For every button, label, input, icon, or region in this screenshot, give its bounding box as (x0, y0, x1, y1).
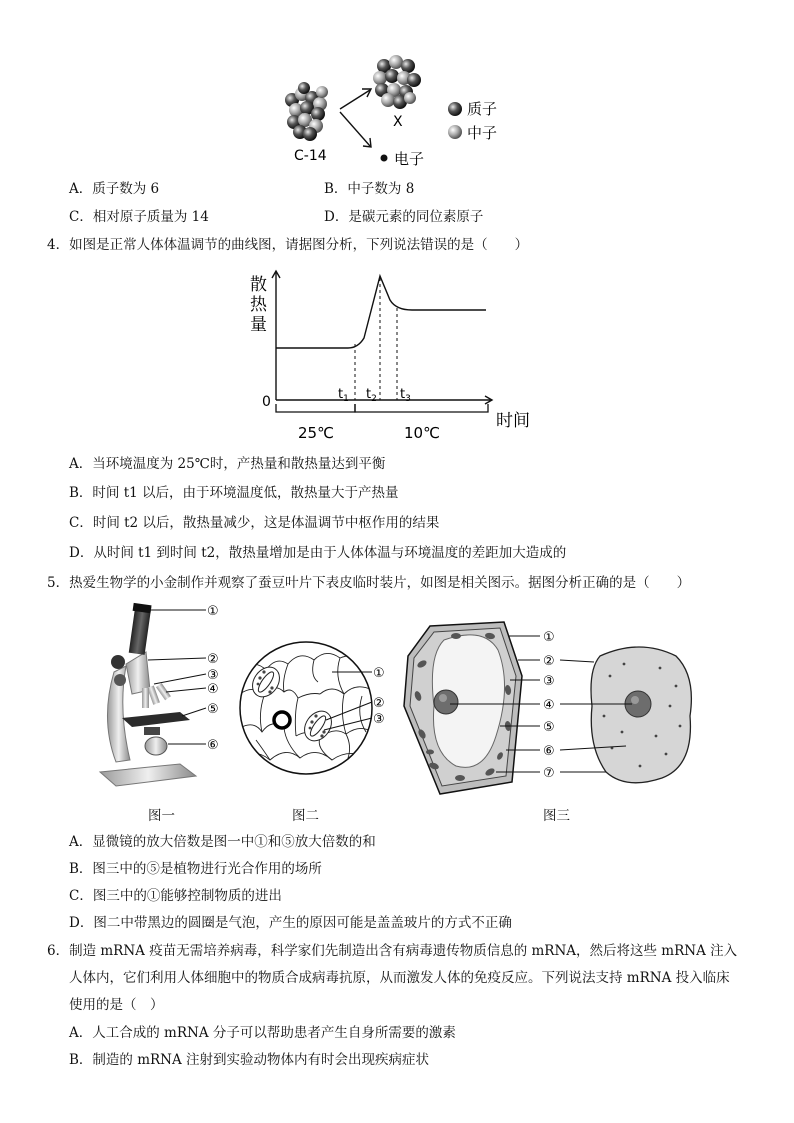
x-label: X (393, 114, 403, 130)
fig1-label: 图一 (148, 808, 175, 824)
q6-stem-line-3: 使用的是（ ） (69, 997, 164, 1013)
q5-option-c: C．图三中的①能够控制物质的进出 (69, 888, 282, 904)
chart-tick-t1: $t_1$ (338, 387, 349, 404)
fig3-marker-7: ⑦ (543, 766, 555, 781)
heat-dissipation-chart (244, 268, 550, 444)
chart-xlabel: 时间 (496, 411, 530, 431)
electron-label: 电子 (394, 150, 425, 168)
chart-period-10: 10℃ (404, 424, 440, 442)
q4-option-a: A．当环境温度为 25℃时，产热量和散热量达到平衡 (69, 456, 386, 472)
fig2-marker-2: ② (373, 696, 385, 711)
c14-label: C-14 (294, 148, 327, 164)
proton-legend-label: 质子 (467, 100, 498, 118)
q5-stem: 5．热爱生物学的小金制作并观察了蚕豆叶片下表皮临时装片，如图是相关图示。据图分析正确的是（ ） (47, 575, 691, 591)
chart-origin: 0 (262, 394, 271, 410)
proton-legend-icon (448, 102, 462, 116)
q5-option-d: D．图二中带黑边的圆圈是气泡，产生的原因可能是盖盖玻片的方式不正确 (69, 915, 512, 931)
fig3-marker-5: ⑤ (543, 720, 555, 735)
microscope-figure (96, 600, 236, 792)
fig3-marker-2: ② (543, 654, 555, 669)
fig3-marker-6: ⑥ (543, 744, 555, 759)
q4-option-c: C．时间 t2 以后，散热量减少，这是体温调节中枢作用的结果 (69, 515, 440, 531)
fig3-label: 图三 (543, 808, 570, 824)
decay-arrows (340, 89, 371, 147)
electron-dot (381, 155, 388, 162)
air-bubble (274, 712, 290, 728)
c14-nucleus (285, 82, 328, 141)
q5-option-b: B．图三中的⑤是植物进行光合作用的场所 (69, 861, 322, 877)
fig2-marker-3: ③ (373, 712, 385, 727)
q3-option-a: A．质子数为 6 (69, 181, 160, 197)
fig3-marker-4: ④ (543, 698, 555, 713)
chart-ylabel-3: 量 (250, 315, 267, 335)
chart-ylabel-2: 热 (250, 295, 267, 315)
fig1-marker-6: ⑥ (207, 738, 219, 753)
q6-option-a: A．人工合成的 mRNA 分子可以帮助患者产生自身所需要的激素 (69, 1025, 456, 1041)
fig2-marker-1: ① (373, 666, 385, 681)
fig1-marker-3: ③ (207, 668, 219, 683)
q4-stem: 4．如图是正常人体体温调节的曲线图，请据图分析，下列说法错误的是（ ） (47, 237, 529, 253)
atom-figure (280, 52, 520, 170)
q3-option-c: C．相对原子质量为 14 (69, 209, 209, 225)
chart-tick-t3: $t_3$ (400, 387, 411, 404)
q4-option-b: B．时间 t1 以后，由于环境温度低，散热量大于产热量 (69, 485, 399, 501)
neutron-legend-icon (448, 125, 462, 139)
plant-nucleus (434, 690, 458, 714)
fig1-marker-2: ② (207, 652, 219, 667)
fig1-marker-4: ④ (207, 682, 219, 697)
chart-series-line (276, 276, 486, 348)
cell-structure-figure (400, 616, 700, 798)
fig3-marker-3: ③ (543, 674, 555, 689)
neutron-legend-label: 中子 (467, 124, 498, 142)
chart-ylabel-1: 散 (250, 275, 267, 295)
q5-option-a: A．显微镜的放大倍数是图一中①和⑤放大倍数的和 (69, 834, 376, 850)
fig3-marker-1: ① (543, 630, 555, 645)
chart-tick-t2: $t_2$ (366, 387, 377, 404)
plant-cell (404, 622, 522, 794)
q3-option-b: B．中子数为 8 (324, 181, 415, 197)
q6-option-b: B．制造的 mRNA 注射到实验动物体内有时会出现疾病症状 (69, 1052, 430, 1068)
q6-stem-line-1: 6．制造 mRNA 疫苗无需培养病毒，科学家们先制造出含有病毒遗传物质信息的 mRNA，然后将这些 mRNA 注入 (47, 943, 738, 959)
fig1-marker-5: ⑤ (207, 702, 219, 717)
q4-option-d: D．从时间 t1 到时间 t2，散热量增加是由于人体体温与环境温度的差距加大造成的 (69, 545, 567, 561)
stoma-2 (299, 706, 337, 746)
chart-period-25: 25℃ (298, 424, 334, 442)
q3-option-d: D．是碳元素的同位素原子 (324, 209, 484, 225)
x-nucleus (373, 55, 421, 109)
epidermis-view-figure (236, 636, 396, 786)
fig1-marker-1: ① (207, 604, 219, 619)
animal-cell (591, 647, 691, 783)
fig2-label: 图二 (292, 808, 319, 824)
q6-stem-line-2: 人体内，它们利用人体细胞中的物质合成病毒抗原，从而激发人体的免疫反应。下列说法支持 mRNA 投入临床 (69, 970, 730, 986)
